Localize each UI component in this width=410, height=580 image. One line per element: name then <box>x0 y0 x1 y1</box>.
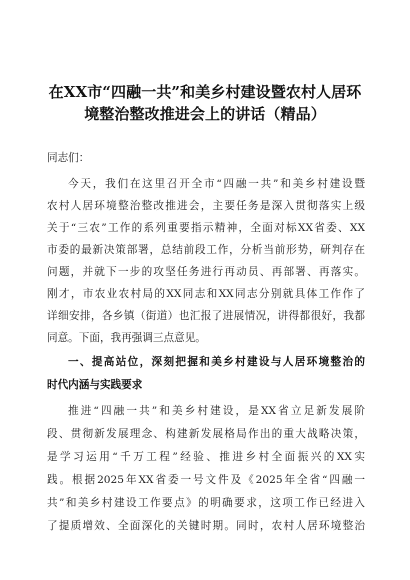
intro-line: 问题，并就下一步的攻坚任务进行再动员、再部署、再落实。 <box>47 266 365 278</box>
intro-line: 详细安排，各乡镇（街道）也汇报了进展情况，讲得都很好，我都 <box>47 310 365 322</box>
intro-line: 市委的最新决策部署，总结前段工作，分析当前形势，研判存在 <box>47 244 365 256</box>
section-body-line: 段、贯彻新发展理念、构建新发展格局作出的重大战略决策， <box>47 428 365 440</box>
document-title-line-2: 境整治整改推进会上的讲话（精品） <box>84 105 326 123</box>
document-title-line-1: 在XX市“四融一共”和美乡村建设暨农村人居环 <box>48 83 362 101</box>
intro-line: 关于“三农”工作的系列重要指示精神，全面对标XX省委、XX <box>47 222 365 234</box>
intro-line: 农村人居环境整治整改推进会，主要任务是深入贯彻落实上级 <box>47 200 365 212</box>
salutation: 同志们： <box>47 152 90 164</box>
intro-line: 同意。下面，我再强调三点意见。 <box>47 332 206 344</box>
section-heading: 时代内涵与实践要求 <box>47 379 143 391</box>
section-body-line: 践。根据2025年XX省委一号文件及《2025年全省“四融一 <box>47 474 365 486</box>
section-heading: 一、提高站位，深刻把握和美乡村建设与人居环境整治的 <box>68 356 365 368</box>
intro-line: 刚才，市农业农村局的XX同志和XX同志分别就具体工作作了 <box>47 288 365 300</box>
section-body-line: 推进“四融一共”和美乡村建设，是XX省立足新发展阶 <box>68 405 365 417</box>
section-body-line: 共”和美乡村建设工作要点》的明确要求，这项工作已经进入 <box>47 497 365 509</box>
section-body-line: 是学习运用“千万工程”经验、推进乡村全面振兴的XX实 <box>47 451 365 463</box>
intro-line: 今天，我们在这里召开全市“四融一共”和美乡村建设暨 <box>68 178 365 190</box>
section-body-line: 了提质增效、全面深化的关键时期。同时，农村人居环境整治 <box>47 520 365 532</box>
